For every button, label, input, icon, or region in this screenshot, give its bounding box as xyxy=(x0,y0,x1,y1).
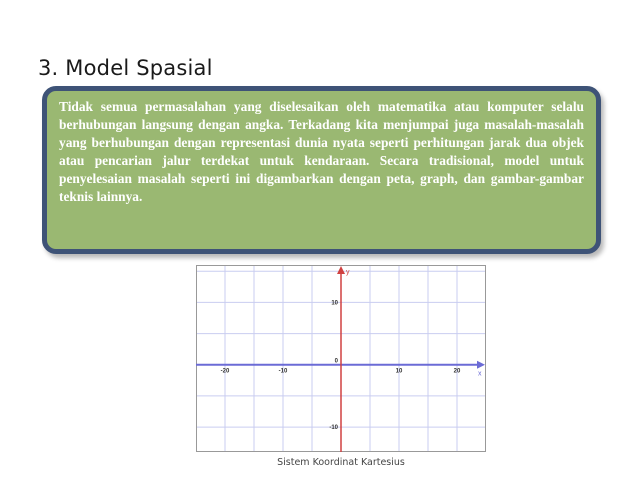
figure-caption: Sistem Koordinat Kartesius xyxy=(277,457,405,468)
x-tick-label: -10 xyxy=(278,368,288,375)
y-tick-label: -10 xyxy=(329,425,338,432)
origin-label: 0 xyxy=(334,358,338,365)
y-axis-label: y xyxy=(346,269,350,276)
x-tick-label: -20 xyxy=(220,368,230,375)
x-axis-label: x xyxy=(478,370,482,378)
x-tick-label: 10 xyxy=(395,368,403,375)
cartesian-figure xyxy=(196,265,486,452)
body-paragraph: Tidak semua permasalahan yang diselesaikan oleh matematika atau komputer selalu berhubungan langsung dengan angka. Terkadang kita menjumpai juga masalah-masalah yang berhubungan dengan representasi dunia nyata seperti perhitungan jarak dua objek atau pencarian jalur terdekat untuk kendaraan. Secara tradisional, model untuk penyelesaian masalah seperti ini digambarkan dengan peta, graph, dan gambar-gambar teknis lainnya. xyxy=(59,99,584,204)
x-tick-label: 20 xyxy=(453,368,461,375)
slide-title: 3. Model Spasial xyxy=(38,56,213,80)
coordinate-plane xyxy=(196,265,486,452)
text-box xyxy=(42,86,601,254)
y-tick-label: 10 xyxy=(331,300,338,307)
